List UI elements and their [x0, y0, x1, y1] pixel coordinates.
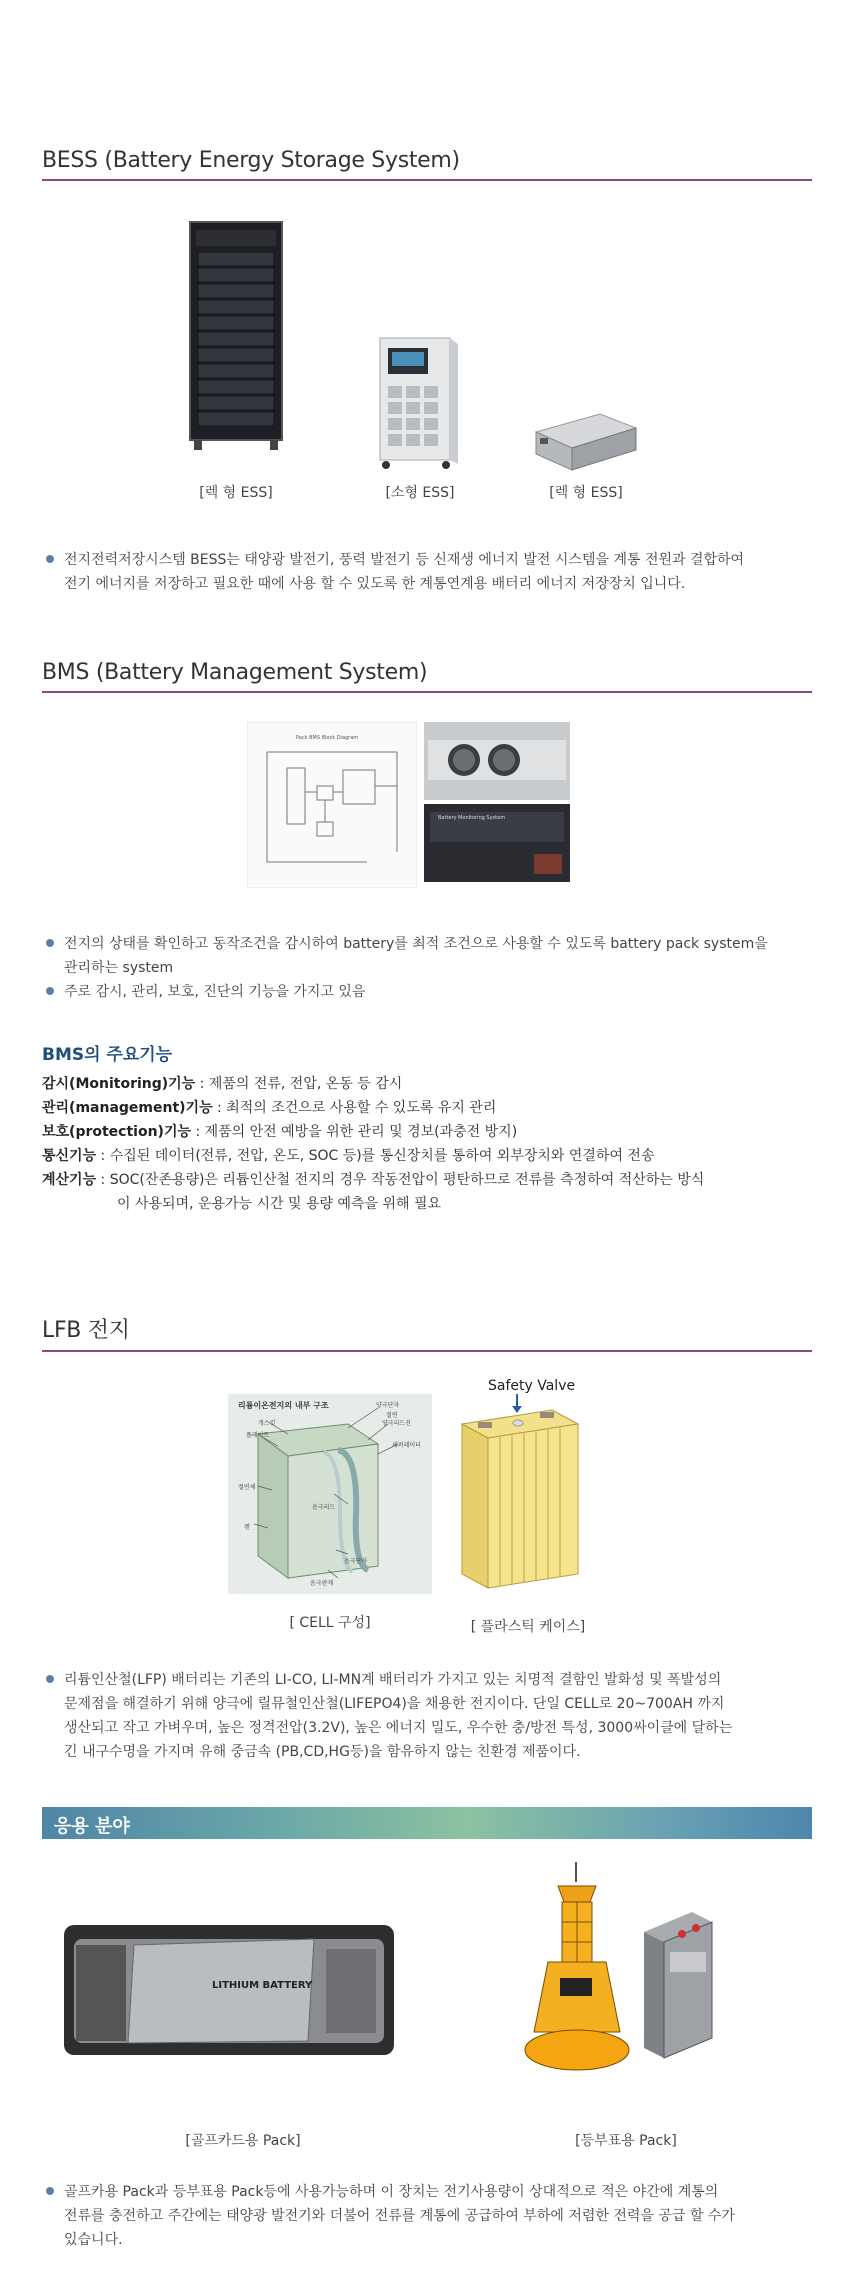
- safety-valve-label: Safety Valve: [488, 1378, 576, 1394]
- lfb-description-line-1: 리튬인산철(LFP) 배터리는 기존의 LI-CO, LI-MN계 배터리가 가지고 있는 치명적 결함인 발화성 및 폭발성의: [64, 1672, 722, 1688]
- bess-caption-3: [렉 형 ESS]: [549, 485, 623, 501]
- cell-label: 음극리드: [312, 1504, 336, 1511]
- bess-description-line-1: 전지전력저장시스템 BESS는 태양광 발전기, 풍력 발전기 등 신재생 에너지 발전 시스템을 계통 전원과 결합하여: [64, 552, 745, 568]
- bms-function-row: [42, 1096, 822, 1120]
- bms-function-desc: : 제품의 전류, 전압, 온동 등 감시: [195, 1076, 403, 1092]
- bullet-icon: [46, 555, 54, 563]
- bms-function-desc: : 최적의 조건으로 사용할 수 있도록 유지 관리: [212, 1100, 497, 1116]
- bess-description: [42, 548, 812, 596]
- cell-label: 절연: [386, 1412, 398, 1419]
- lfb-section-title: LFB 전지: [42, 1313, 812, 1352]
- apps-caption-1: [골프카드용 Pack]: [185, 2133, 301, 2149]
- lfb-caption-2: [ 플라스틱 케이스]: [470, 1619, 586, 1635]
- cell-label: 양극단자: [376, 1402, 400, 1409]
- bms-description-2: [42, 980, 812, 1004]
- bms-function-desc: : SOC(잔존용량)은 리튬인산철 전지의 경우 작동전압이 평탄하므로 전류를 측정하여 적산하는 방식: [96, 1172, 705, 1188]
- bms-function-row: [42, 1120, 822, 1144]
- cell-label: 플레이트: [246, 1432, 270, 1439]
- cell-label: 양극리드선: [382, 1420, 411, 1427]
- bess-caption-2: [소형 ESS]: [385, 485, 455, 501]
- rack-unit-ess-image: [530, 404, 642, 476]
- bullet-icon: [46, 2187, 54, 2195]
- bms-description-1-line-1: 전지의 상태를 확인하고 동작조건을 감시하여 battery를 최적 조건으로 사용할 수 있도록 battery pack system을: [64, 936, 768, 952]
- bms-function-desc: : 제품의 안전 예방을 위한 관리 및 경보(과충전 방지): [191, 1124, 518, 1140]
- apps-description-line-3: 있습니다.: [64, 2232, 123, 2248]
- bms-description-2-line-1: 주로 감시, 관리, 보호, 진단의 기능을 가지고 있음: [64, 984, 366, 1000]
- bess-caption-1: [렉 형 ESS]: [199, 485, 273, 501]
- bess-section-title: BESS (Battery Energy Storage System): [42, 148, 812, 181]
- lfb-description-line-2: 문제점을 해결하기 위해 양극에 릴뮤철인산철(LIFEPO4)을 채용한 전지이다. 단일 CELL로 20~700AH 까지: [64, 1696, 725, 1712]
- bess-description-line-2: 전기 에너지를 저장하고 필요한 때에 사용 할 수 있도록 한 계통연계용 배터리 에너지 저장장치 입니다.: [64, 576, 686, 592]
- bms-function-row: [42, 1072, 822, 1096]
- lfb-caption-1: [ CELL 구성]: [289, 1615, 371, 1631]
- cell-label: 음극판재: [310, 1580, 334, 1587]
- bullet-icon: [46, 939, 54, 947]
- bms-description-1-line-2: 관리하는 system: [64, 960, 174, 976]
- cell-label: 세퍼레이터: [392, 1442, 421, 1449]
- cell-label: 캔: [244, 1524, 250, 1531]
- cell-label: 개스킷: [258, 1420, 276, 1427]
- bullet-icon: [46, 1675, 54, 1683]
- apps-description: [42, 2180, 812, 2252]
- apps-description-line-1: 골프카용 Pack과 등부표용 Pack등에 사용가능하며 이 장치는 전기사용량이 상대적으로 적은 야간에 계통의: [64, 2184, 719, 2200]
- bms-block-diagram-image: [247, 722, 417, 888]
- cell-label: 절연체: [238, 1484, 256, 1491]
- bms-controller-image: [424, 722, 570, 882]
- buoy-pack-image: [524, 1862, 720, 2084]
- cell-label: 음극단자: [344, 1558, 368, 1565]
- cell-structure-title: 리튬이온전지의 내부 구조: [238, 1401, 329, 1410]
- bullet-icon: [46, 987, 54, 995]
- lfb-description-line-4: 긴 내구수명을 가지며 유해 중금속 (PB,CD,HG등)을 함유하지 않는 친환경 제품이다.: [64, 1744, 581, 1760]
- small-ess-image: [376, 334, 462, 472]
- lfb-description: [42, 1668, 812, 1764]
- bms-function-name: 관리(management)기능: [42, 1100, 213, 1116]
- bms-function-name: 통신기능: [42, 1148, 97, 1164]
- lfb-description-line-3: 생산되고 작고 가벼우며, 높은 정격전압(3.2V), 높은 에너지 밀도, 우수한 충/방전 특성, 3000싸이클에 달하는: [64, 1720, 733, 1736]
- apps-caption-2: [등부표용 Pack]: [575, 2133, 677, 2149]
- bms-monitor-label: Battery Monitoring System: [438, 815, 506, 821]
- applications-title: 응용 분야: [54, 1816, 130, 1837]
- bms-functions-title: BMS의 주요기능: [42, 1045, 173, 1065]
- applications-banner: [42, 1807, 812, 1839]
- bms-description-1: [42, 932, 812, 980]
- bms-section-title: BMS (Battery Management System): [42, 660, 812, 693]
- bms-diagram-label: Pack BMS Block Diagram: [296, 735, 359, 741]
- bms-function-row: [42, 1168, 822, 1192]
- bms-function-row: [42, 1144, 822, 1168]
- bms-function-name: 보호(protection)기능: [42, 1124, 191, 1140]
- rack-ess-image: [186, 218, 286, 452]
- bms-function-name: 감시(Monitoring)기능: [42, 1076, 196, 1092]
- plastic-case-battery-image: [456, 1404, 584, 1592]
- bms-function-continuation: 이 사용되며, 운용가능 시간 및 용량 예측을 위해 필요: [117, 1196, 442, 1212]
- lithium-battery-label: LITHIUM BATTERY: [212, 1980, 313, 1991]
- bms-function-name: 계산기능: [42, 1172, 97, 1188]
- bms-function-desc: : 수집된 데이터(전류, 전압, 온도, SOC 등)를 통신장치를 통하여 외부장치와 연결하여 전송: [96, 1148, 655, 1164]
- apps-description-line-2: 전류를 충전하고 주간에는 태양광 발전기와 더불어 전류를 계통에 공급하여 부하에 저렴한 전력을 공급 할 수가: [64, 2208, 735, 2224]
